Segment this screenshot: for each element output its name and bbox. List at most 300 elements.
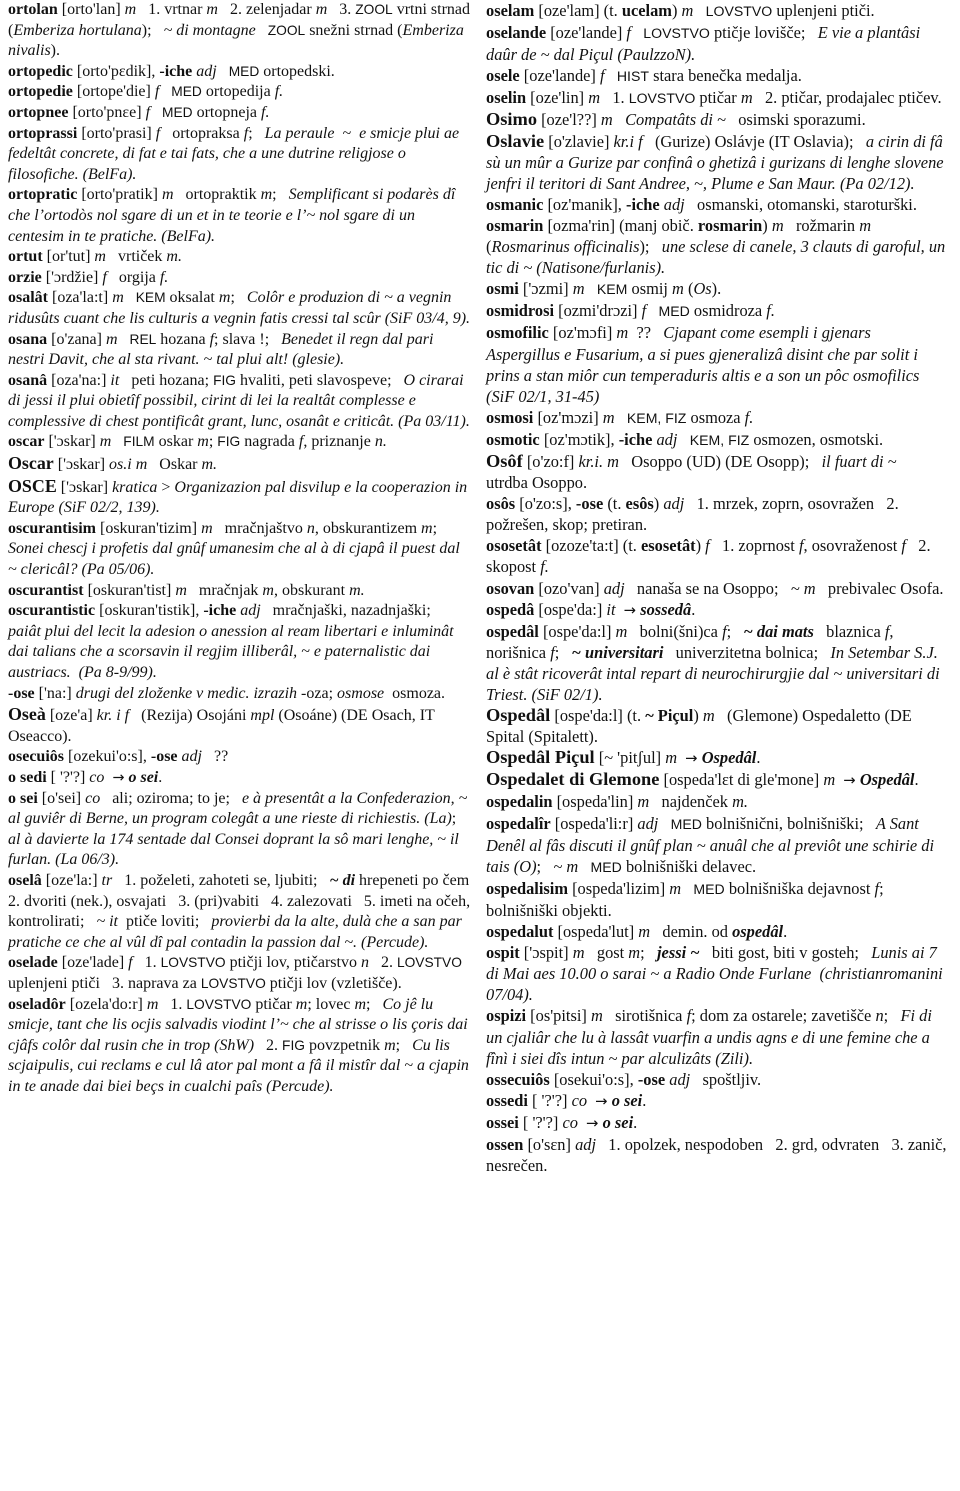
entry-text	[677, 430, 689, 449]
entry-text: paiât plui del lecit la adesion o anession al ream libertari e inluminât dai talians che a scorsavin il regjim illiberâl, ~ e paternalistic dai austriacs. (Pa 8-9/99).	[8, 622, 458, 681]
entry-text: prebivalec Osofa.	[815, 578, 944, 598]
entry-text: [o'zo:f]	[522, 451, 579, 471]
entry-text	[681, 879, 693, 898]
entry-text: , priznanje	[303, 433, 375, 451]
entry-text: Cu lis scjaipulis, cui reclams e cul lâ ator pal mont a fâ il mistîr dal ~ a cjapin in te anade dai biei beçs in cualchi paîs (Percude).	[8, 1036, 473, 1095]
entry-text: [orto'prasi]	[77, 124, 156, 142]
dictionary-entry	[8, 432, 472, 453]
entry-text: Osoppo (UD) (DE Osopp);	[619, 451, 822, 471]
entry-headword: osmofilic	[486, 323, 549, 343]
entry-text: ~ di	[329, 871, 356, 889]
entry-text: 1. vrtnar	[136, 1, 207, 18]
entry-text: ali; oziroma; to je;	[100, 789, 242, 807]
entry-headword: orzie	[8, 268, 42, 286]
entry-text: MED	[590, 858, 622, 875]
dictionary-entry	[8, 581, 472, 602]
entry-text: (Osoáne) (DE Osach, IT Oseacco).	[8, 707, 439, 745]
entry-text: ;	[451, 810, 469, 828]
dictionary-entry	[486, 1134, 951, 1176]
entry-headword: ossecuiôs	[486, 1069, 550, 1089]
entry-text: )	[671, 1, 682, 20]
entry-text: mračnjaški, nazadnjaški;	[260, 602, 443, 620]
entry-text: m	[315, 1, 328, 18]
entry-text: ucelam	[621, 1, 672, 20]
entry-text: ; dom za ostarele; zavetišče	[691, 1006, 876, 1026]
entry-text: Colôr e produzion di ~ a vegnin ridusûts cuant che lis culturis a vegnin fatis cressi tal scûr (SiF 03/4, 9).	[8, 289, 471, 327]
entry-text: ortopedija	[201, 83, 275, 101]
entry-text: hvaliti, peti slavospeve;	[235, 371, 404, 389]
entry-headword: -ose	[8, 684, 35, 702]
dictionary-entry	[8, 82, 472, 103]
entry-text: m	[616, 323, 629, 343]
entry-text: f.	[744, 407, 754, 427]
entry-text	[646, 301, 658, 320]
dictionary-entry	[486, 1005, 948, 1068]
entry-text: m	[146, 995, 159, 1013]
entry-text: [orto'lan]	[57, 1, 125, 18]
entry-text: →	[843, 772, 856, 790]
entry-text: , norišnica	[486, 621, 898, 662]
entry-text: [oze'la:]	[41, 871, 102, 889]
entry-text: 2. ptičar, prodajalec ptičev.	[752, 88, 942, 108]
dictionary-entry	[8, 124, 472, 186]
entry-text	[616, 600, 624, 619]
entry-text: -iche	[625, 194, 660, 214]
entry-text: co	[562, 1112, 578, 1132]
dictionary-entry	[486, 942, 948, 1005]
entry-text	[578, 857, 590, 876]
entry-text: osmanski, otomanski, staroturški.	[684, 194, 917, 214]
entry-text: mračnjak	[186, 581, 263, 599]
entry-text: 1.	[132, 954, 161, 972]
entry-text: ??	[628, 323, 664, 343]
entry-text: nanaša se na Osoppo;	[624, 578, 791, 598]
entry-text: Emberiza nivalis	[8, 21, 468, 60]
entry-text: (Rezija) Osojáni	[129, 707, 251, 725]
entry-text: f	[102, 268, 107, 286]
entry-text: ptiče loviti;	[117, 913, 212, 931]
entry-text: n	[360, 954, 369, 972]
entry-text: m	[99, 433, 112, 451]
entry-text: une sclese di canele, 3 clauts di garoful, un tic di ~ (Natisone/furlanis).	[486, 237, 950, 278]
entry-text: [oze'l??]	[537, 110, 601, 130]
entry-text: gost	[584, 943, 629, 963]
entry-headword: Osôf	[486, 450, 523, 471]
entry-text: m	[206, 1, 218, 18]
dictionary-entry	[8, 288, 472, 329]
entry-text: adj	[181, 748, 202, 766]
entry-text: KEM	[596, 281, 628, 298]
entry-text: LOVSTVO	[705, 3, 773, 19]
entry-text: ['ɔspit]	[519, 943, 573, 963]
entry-text: a cirin di fâ sù un mûr a Gurize par confinâ o ghetizâ i gurizans di lenghe slovene jenfri il teritori di Sant Andree, ~, Plume e San Maur. (Pa 02/12).	[486, 131, 948, 193]
entry-text: ;	[536, 856, 554, 876]
entry-text: f.	[274, 83, 284, 101]
entry-text: ZOOL	[267, 22, 306, 38]
entry-text: m.	[201, 456, 218, 474]
dictionary-entry	[486, 599, 948, 621]
entry-text: f	[641, 301, 647, 321]
entry-text: [orto'pɛdik],	[72, 62, 160, 80]
entry-text: jessi ~	[657, 943, 700, 963]
entry-text: La peraule ~ e smicje plui ae fedeltât concrete, di fat e tai fats, che a une dutrine religjose o filosofiche. (BelFa).	[8, 124, 464, 183]
entry-headword: o sei	[8, 789, 38, 807]
entry-text: FIG	[282, 1037, 305, 1053]
entry-text: nagrada	[240, 433, 299, 451]
entry-text: ~ m	[553, 856, 579, 876]
dictionary-entry	[8, 330, 472, 371]
entry-text: m	[175, 581, 187, 599]
entry-text: [oze'a]	[45, 707, 97, 725]
entry-text: A Sant Denêl al fâs discuti il gnûf plan ~ anuâl che al previôt une schirie di tais (O)	[486, 813, 939, 876]
entry-text: (Gurize) Oslávje (IT Oslavia);	[642, 131, 866, 151]
entry-text: .	[756, 748, 761, 768]
entry-headword: ortopedie	[8, 83, 73, 101]
entry-text: f	[874, 878, 880, 898]
entry-text: uplenjeni ptiči.	[772, 1, 875, 20]
dictionary-entry	[486, 535, 948, 577]
entry-headword: oscurantisim	[8, 519, 96, 537]
entry-headword: ospedalin	[486, 792, 553, 812]
entry-headword: ososetât	[486, 536, 542, 556]
dictionary-entry	[486, 322, 948, 406]
entry-text: 3.	[327, 1, 356, 18]
entry-text: ; lovec	[307, 995, 355, 1013]
entry-text: ~ universitari	[571, 642, 664, 662]
entry-text: m	[421, 519, 433, 537]
entry-text: 1.	[158, 995, 187, 1013]
entry-text: [ '?'?]	[46, 768, 90, 786]
entry-text: [o'sɛn]	[523, 1134, 576, 1154]
entry-text: vrtni strnad (	[8, 1, 475, 39]
entry-text: LOVSTVO	[643, 25, 710, 42]
entry-text: FIG	[213, 372, 236, 388]
entry-text: mračnjaštvo	[212, 519, 307, 537]
dictionary-entry	[486, 1069, 948, 1090]
dictionary-entry	[486, 1090, 948, 1112]
entry-text: adj	[575, 1134, 597, 1154]
entry-text: -iche	[159, 62, 193, 80]
entry-headword: Oscar	[8, 453, 54, 474]
entry-text: ['na:]	[34, 684, 76, 702]
entry-headword: o sedi	[8, 768, 47, 786]
entry-text: m	[702, 706, 715, 726]
entry-text: [oza'la:t]	[48, 289, 113, 307]
entry-text: m	[637, 792, 650, 812]
entry-text: [ozo'van]	[534, 578, 604, 598]
entry-text: osmij	[627, 279, 673, 299]
entry-text	[118, 331, 130, 348]
entry-text: .	[158, 768, 163, 786]
entry-text: ptičji lov (vzletišče).	[265, 974, 402, 992]
entry-text: n.	[374, 433, 387, 451]
entry-text: osmoza	[686, 407, 745, 427]
entry-text: Benedet il regn dal pari nestri Davit, che al sta rivant. ~ tal plui alt! (glesie).	[8, 330, 438, 369]
entry-text: E vie a plantâsi daûr de ~ dal Piçul (PaulzzoN).	[486, 23, 925, 65]
entry-text	[693, 1, 705, 20]
dictionary-entry	[8, 684, 472, 705]
entry-text: LOVSTVO	[160, 955, 226, 971]
entry-text: ortopraktik	[173, 186, 261, 204]
entry-headword: ortopratic	[8, 186, 78, 204]
dictionary-entry	[486, 791, 948, 812]
entry-text: [ospe'da:l] (t.	[550, 706, 646, 726]
entry-text: [osekui'o:s],	[549, 1069, 638, 1089]
entry-text: osmozen, osmotski.	[749, 429, 884, 449]
entry-text: osmose	[337, 684, 385, 702]
entry-text	[578, 1113, 586, 1132]
entry-text: Oskar	[147, 456, 202, 474]
entry-text: f	[145, 103, 151, 121]
entry-text: [ozmi'drɔzi]	[554, 301, 642, 321]
entry-headword: Osimo	[486, 109, 537, 130]
entry-headword: osmidrosi	[486, 301, 555, 321]
entry-text: f	[722, 621, 727, 641]
dictionary-entry	[486, 621, 948, 705]
entry-text: co	[571, 1090, 588, 1110]
entry-text: f.	[159, 268, 169, 286]
entry-text: [oz'mɔzi]	[533, 407, 603, 427]
entry-text: ;	[640, 943, 657, 963]
entry-text: it	[110, 371, 120, 389]
entry-text: )	[762, 215, 772, 235]
entry-text: f	[626, 23, 631, 43]
entry-headword: osmanic	[486, 194, 544, 214]
entry-headword: Oseà	[8, 704, 46, 725]
entry-text	[150, 104, 162, 121]
entry-text: [oze'lade]	[57, 954, 129, 972]
dictionary-entry	[486, 813, 948, 878]
entry-text: [~ 'pitʃul]	[594, 748, 666, 768]
entry-text: m	[665, 748, 678, 768]
dictionary-entry	[8, 185, 472, 247]
dictionary-entry	[8, 704, 472, 747]
entry-text: ).	[711, 279, 722, 299]
entry-text: m	[572, 943, 585, 963]
entry-text: )	[693, 706, 703, 726]
entry-text: .	[783, 922, 788, 942]
entry-text: m	[94, 248, 106, 266]
dictionary-entry	[486, 300, 948, 322]
dictionary-entry	[486, 769, 948, 791]
entry-headword: Oslavie	[486, 130, 545, 151]
entry-text: →	[595, 1092, 608, 1110]
entry-text: →	[623, 601, 637, 619]
entry-text: al à davierte la 174 sentade dal Consei doprant la sô mari lenghe, ~ il furlan. (La 06/3).	[8, 830, 463, 869]
entry-text: [ozekui'o:s],	[64, 748, 151, 766]
dictionary-entry	[486, 109, 948, 130]
entry-text: MED	[228, 63, 260, 79]
entry-text: (Glemone) Ospedaletto (DE Spital (Spitalett).	[486, 706, 916, 747]
entry-text	[217, 63, 229, 80]
dictionary-entry	[486, 22, 948, 65]
entry-text: [oze'lande]	[519, 66, 600, 86]
entry-text: [ospeda'lizim]	[567, 878, 670, 898]
right-column	[478, 0, 951, 1491]
entry-text: f	[884, 621, 890, 641]
entry-text	[605, 66, 617, 85]
entry-headword: osovan	[486, 578, 535, 598]
entry-headword: osmotic	[486, 429, 540, 449]
entry-text: 2.	[368, 954, 397, 972]
entry-text: Semplificant si podarès dî che l’ortodòs nol sgare di un et in te teorie e l’~ nol sgare di un centesim in te pratiche. (BelFa).	[8, 186, 460, 245]
entry-headword: osôs	[486, 494, 516, 514]
entry-text: m	[260, 186, 273, 204]
entry-headword: ossei	[486, 1112, 519, 1132]
entry-headword: ospedalisim	[486, 878, 568, 898]
entry-text: >	[157, 478, 175, 496]
dictionary-entry	[486, 407, 948, 429]
entry-text: [oskuran'tizim]	[96, 519, 202, 537]
entry-text: f	[798, 536, 804, 556]
entry-text: m	[295, 995, 308, 1013]
entry-text: hrepeneti po čem 2. dvoriti (nek.), osvajati 3. (pri)vabiti 4. zalezovati 5. imeti na očeh, kontrolirati;	[8, 871, 482, 931]
entry-headword: oselam	[486, 1, 535, 20]
entry-text: oskar	[154, 433, 198, 451]
entry-text: →	[586, 1114, 599, 1132]
entry-text: os.i m	[109, 456, 148, 474]
entry-text: m	[384, 1036, 396, 1054]
entry-text: Sonei chescj i profetis dal gnûf umanesim che al à di cjapâ il puest dal ~ clericâl? (Pa 05/06).	[8, 540, 464, 579]
entry-text: LOVSTVO	[200, 975, 266, 991]
entry-text: ['ɔskar]	[44, 433, 100, 451]
entry-text	[159, 83, 171, 100]
dictionary-entry	[486, 705, 948, 747]
dictionary-entry	[8, 453, 472, 476]
entry-text: m	[638, 922, 651, 942]
entry-text: ;	[395, 1036, 413, 1054]
entry-text: [oz'mɔtik],	[539, 429, 619, 449]
entry-text: )	[695, 536, 706, 556]
entry-text: [ortope'die]	[72, 83, 155, 101]
entry-text: osmidroza	[689, 301, 767, 321]
entry-text: [ospeda'li:r]	[550, 813, 638, 833]
entry-text: m	[602, 407, 615, 427]
entry-text: Compatâts di ~	[625, 110, 726, 130]
entry-headword: osecuiôs	[8, 748, 64, 766]
entry-text: ; slava !;	[214, 330, 282, 348]
entry-text: m	[197, 433, 209, 451]
entry-headword: osmi	[486, 279, 519, 299]
entry-text: -ose	[637, 1069, 666, 1089]
entry-text: m	[740, 88, 753, 108]
entry-text: ??	[201, 748, 229, 766]
entry-text: ~ Piçul	[645, 706, 694, 726]
entry-text: esôs	[625, 494, 654, 514]
entry-text: 1. zoprnost	[709, 536, 799, 556]
entry-text: [o'zlavie]	[544, 131, 614, 151]
entry-text: povzpetnik	[304, 1036, 385, 1054]
entry-text: rosmarin	[697, 215, 763, 235]
entry-text: [oz'mɔfi]	[548, 323, 617, 343]
entry-text: adj	[663, 194, 685, 214]
entry-text: m.	[732, 792, 748, 812]
entry-text: Lunis ai 7 di Mai aes 10.00 o sarai ~ a Radio Onde Furlane (christianromanini 07/04).	[486, 943, 947, 1005]
entry-text: -ose	[150, 748, 178, 766]
entry-text: ~ m	[790, 578, 816, 598]
entry-text: (	[683, 279, 694, 299]
entry-text: KEM, FIZ	[689, 431, 750, 448]
entry-text: MED	[162, 104, 193, 120]
dictionary-entry	[8, 871, 482, 953]
entry-text: f	[155, 124, 161, 142]
entry-headword: osele	[486, 66, 520, 86]
entry-text: ;	[432, 519, 450, 537]
entry-text: 2. zelenjadar	[217, 1, 316, 18]
entry-headword: ortut	[8, 248, 43, 266]
entry-text	[615, 408, 627, 427]
entry-headword: oscar	[8, 433, 45, 451]
entry-text: ortopedski.	[259, 62, 335, 80]
entry-text: ~ it	[96, 913, 118, 931]
entry-headword: oseladôr	[8, 995, 66, 1013]
entry-text: ;	[554, 642, 572, 662]
entry-text: vrtiček	[105, 248, 167, 266]
entry-text: MED	[670, 815, 702, 832]
entry-text: kratica	[112, 478, 158, 496]
entry-text: 2. skopost	[486, 536, 935, 577]
entry-headword: ortopnee	[8, 103, 69, 121]
dictionary-entry	[486, 65, 948, 87]
entry-text: m	[590, 1006, 603, 1026]
entry-text: f	[243, 124, 249, 142]
entry-text: ;	[208, 433, 218, 451]
entry-text: 1. poželeti, zahoteti se, ljubiti;	[112, 871, 330, 889]
entry-text: );	[639, 237, 662, 257]
entry-text: MED	[658, 303, 690, 320]
entry-text: esosetât	[640, 536, 696, 556]
entry-text: m	[859, 215, 872, 235]
entry-text: Emberiza hortulana	[13, 21, 142, 39]
entry-headword: oscurantistic	[8, 602, 96, 620]
entry-text: [os'pitsi]	[526, 1006, 591, 1026]
entry-text: f.	[261, 103, 270, 121]
entry-text	[658, 814, 670, 833]
entry-text: bolnišniški delavec.	[621, 856, 757, 876]
entry-text: m	[124, 1, 137, 18]
entry-text: f.	[766, 301, 775, 321]
entry-text: m	[771, 215, 784, 235]
entry-text: [ospeda'lut]	[553, 922, 639, 942]
entry-text: f	[686, 1006, 692, 1026]
entry-text: ortopneja	[192, 103, 262, 121]
entry-text: kr.i f	[613, 131, 643, 151]
entry-headword: ortoprassi	[8, 124, 78, 142]
entry-text: m	[262, 581, 274, 599]
entry-text: hozana	[156, 330, 210, 348]
entry-text: f	[128, 954, 133, 972]
dictionary-entry	[486, 921, 948, 942]
entry-text: Ospedâl	[701, 748, 757, 768]
entry-text: m.	[349, 581, 365, 599]
entry-text: -iche	[618, 429, 653, 449]
entry-text: (t.	[603, 494, 626, 514]
entry-text: adj	[663, 494, 685, 514]
entry-text: co	[85, 789, 101, 807]
dictionary-entry	[8, 995, 472, 1098]
entry-text: , obskurantizem	[314, 519, 422, 537]
entry-headword: ossen	[486, 1134, 524, 1154]
entry-headword: oselâ	[8, 871, 42, 889]
entry-text: drugi del zloženke v medic. izrazih	[75, 684, 298, 702]
entry-text: m	[615, 621, 628, 641]
dictionary-entry	[8, 371, 472, 433]
dictionary-entry	[486, 878, 948, 921]
dictionary-entry	[8, 789, 472, 871]
entry-text: ).	[50, 42, 60, 60]
entry-text: biti gost, biti v gosteh;	[699, 943, 872, 963]
entry-text: [ozoze'ta:t] (t.	[541, 536, 641, 556]
